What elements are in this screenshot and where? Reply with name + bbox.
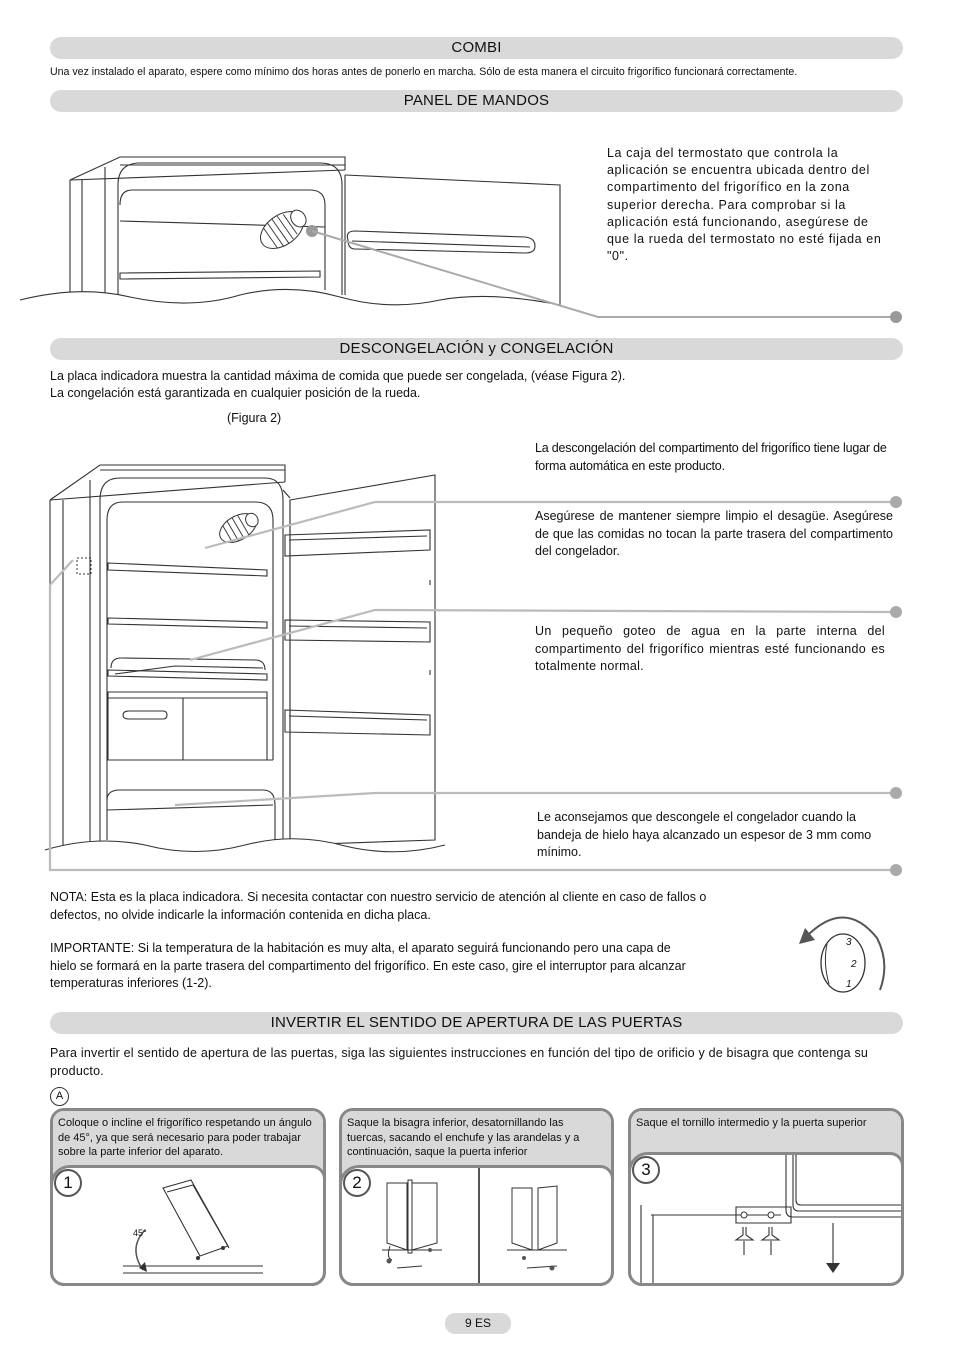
combi-text: Una vez instalado el aparato, espere como mínimo dos horas antes de ponerlo en marcha. Sólo de esta manera el circuito frigorífico funcionará correctamente. — [50, 66, 798, 78]
thermostat-knob-icon-2 — [215, 507, 263, 549]
section-title-panel: PANEL DE MANDOS — [50, 90, 903, 112]
section-title-defrost: DESCONGELACIÓN y CONGELACIÓN — [50, 338, 903, 360]
callout-drain: Asegúrese de mantener siempre limpio el desagüe. Asegúrese de que las comidas no tocan la parte trasera del compartimento del congelador. — [535, 509, 893, 558]
dial-number-1: 1 — [846, 979, 852, 990]
thermostat-dial-icon — [795, 908, 895, 998]
dial-number-2: 2 — [851, 959, 857, 970]
step-3-figure — [628, 1152, 904, 1286]
panel-text: La caja del termostato que controla la aplicación se encuentra ubicada dentro del compartimento del frigorífico en la zona superior derecha. Para comprobar si la aplicación está funcionando, asegúrese de que la rueda del termostato no esté fijada en "0". — [607, 146, 882, 264]
section-title-combi: COMBI — [50, 37, 903, 59]
step-2-text: Saque la bisagra inferior, desatornillando las tuercas, sacando el enchufe y las arandelas y a continuación, saque la puerta inferior — [342, 1111, 611, 1178]
step-3-text: Saque el tornillo intermedio y la puerta superior — [631, 1111, 901, 1178]
reverse-text: Para invertir el sentido de apertura de las puertas, siga las siguientes instrucciones en función del tipo de orificio y de bisagra que contenga su producto. — [50, 1046, 869, 1078]
thermostat-knob-icon — [254, 202, 313, 256]
step-1-text: Coloque o incline el frigorífico respetando un ángulo de 45°, ya que será necesario para poder trabajar sobre la parte inferior del aparato. — [53, 1111, 323, 1178]
callout-freezer-defrost: Le aconsejamos que descongele el congelador cuando la bandeja de hielo haya alcanzado un espesor de 3 mm como mínimo. — [537, 810, 872, 859]
callout-water-drip: Un pequeño goteo de agua en la parte interna del compartimento del frigorífico mientras esté funcionando es totalmente normal. — [535, 624, 885, 673]
angle-label: 45° — [133, 1228, 147, 1238]
note-text: NOTA: Esta es la placa indicadora. Si necesita contactar con nuestro servicio de atención al cliente en caso de fallos o defectos, no olvide indicarle la información contenida en dicha placa. — [50, 890, 707, 922]
marker-a: A — [50, 1087, 69, 1106]
defrost-intro-2: La congelación está garantizada en cualquier posición de la rueda. — [50, 386, 421, 400]
page-number: 9 ES — [445, 1313, 511, 1334]
step-1-number: 1 — [54, 1169, 82, 1197]
defrost-intro-1: La placa indicadora muestra la cantidad máxima de comida que puede ser congelada, (véase Figura 2). — [50, 369, 626, 383]
figure-label: (Figura 2) — [227, 411, 282, 425]
dial-number-3: 3 — [846, 937, 852, 948]
step-1-figure — [50, 1165, 326, 1286]
step-2-figure — [339, 1165, 614, 1286]
important-text: IMPORTANTE: Si la temperatura de la habitación es muy alta, el aparato seguirá funcionando pero una capa de hielo se formará en la parte trasera del compartimento del frigorífico. En este caso, gire el interruptor para alcanzar temperaturas inferiores (1-2). — [50, 941, 686, 990]
section-title-reverse: INVERTIR EL SENTIDO DE APERTURA DE LAS PUERTAS — [50, 1012, 903, 1034]
step-2-number: 2 — [343, 1169, 371, 1197]
callout-auto-defrost: La descongelación del compartimento del frigorífico tiene lugar de forma automática en este producto. — [535, 441, 887, 473]
step-3-number: 3 — [632, 1156, 660, 1184]
